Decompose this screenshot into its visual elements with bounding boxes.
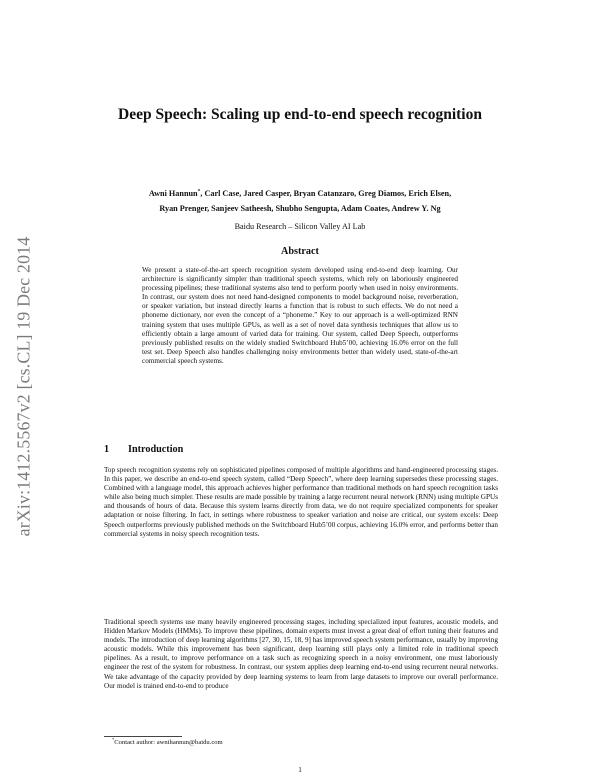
- section-heading: [104, 444, 183, 455]
- arxiv-identifier-stamp: [14, 188, 34, 584]
- author-list-line1: , Carl Case, Jared Casper, Bryan Catanzaro, Greg Diamos, Erich Elsen,: [200, 189, 452, 198]
- abstract-heading: Abstract: [281, 246, 319, 257]
- footnote: [112, 736, 223, 747]
- paper-title: Deep Speech: Scaling up end-to-end speech recognition: [118, 106, 482, 123]
- footnote-divider: [104, 736, 182, 737]
- author-list-line2: Ryan Prenger, Sanjeev Satheesh, Shubho Sengupta, Adam Coates, Andrew Y. Ng: [159, 203, 441, 213]
- footnote-text: Contact author: awnihannun@baidu.com: [114, 739, 223, 746]
- affiliation: Baidu Research – Silicon Valley AI Lab: [234, 222, 366, 231]
- section-title: Introduction: [128, 444, 184, 455]
- author-footnote-marker: *: [197, 188, 201, 195]
- footnote-marker: *: [112, 736, 115, 742]
- arxiv-identifier-text: arXiv:1412.5567v2 [cs.CL] 19 Dec 2014: [13, 236, 34, 536]
- page-number: 1: [298, 766, 302, 774]
- section-number: 1: [104, 444, 110, 455]
- intro-paragraph-2: Traditional speech systems use many heavily engineered processing stages, including specialized input features, acoustic models, and Hidden Markov Models (HMMs). To improve these pipelines, domain experts must invest a great deal of effort tuning their features and models. The introduction of deep learning algorithms [27, 30, 15, 18, 9] has improved speech system performance, usually by improving acoustic models. While this improvement has been significant, deep learning still plays only a limited role in traditional speech pipelines. As a result, to improve performance on a task such as recognizing speech in a noisy environment, one must laboriously engineer the rest of the system for robustness. In contrast, our system applies deep learning end-to-end using recurrent neural networks. We take advantage of the capacity provided by deep learning systems to learn from large datasets to improve our overall performance. Our model is trained end-to-end to produce: [104, 618, 498, 690]
- author-list: [100, 187, 500, 216]
- intro-paragraph-1: Top speech recognition systems rely on sophisticated pipelines composed of multiple algorithms and hand-engineered processing stages. In this paper, we describe an end-to-end speech system, called “Deep Speech”, where deep learning supersedes these processing stages. Combined with a language model, this approach achieves higher performance than traditional methods on hard speech recognition tasks while also being much simpler. These results are made possible by training a large recurrent neural network (RNN) using multiple GPUs and thousands of hours of data. Because this system learns directly from data, we do not require specialized components for speaker adaptation or noise filtering. In fact, in settings where robustness to speaker variation and noise are critical, our system excels: Deep Speech outperforms previously published methods on the Switchboard Hub5’00 corpus, achieving 16.0% error, and performs better than commercial systems in noisy speech recognition tests.: [104, 466, 498, 538]
- first-author: Awni Hannun: [148, 189, 198, 198]
- abstract-text: We present a state-of-the-art speech recognition system developed using end-to-end deep learning. Our architecture is significantly simpler than traditional speech systems, which rely on laboriously engineered processing pipelines; these traditional systems also tend to perform poorly when used in noisy environments. In contrast, our system does not need hand-designed components to model background noise, reverberation, or speaker variation, but instead directly learns a function that is robust to such effects. We do not need a phoneme dictionary, nor even the concept of a “phoneme.” Key to our approach is a well-optimized RNN training system that uses multiple GPUs, as well as a set of novel data synthesis techniques that allow us to efficiently obtain a large amount of varied data for training. Our system, called Deep Speech, outperforms previously published results on the widely studied Switchboard Hub5’00, achieving 16.0% error on the full test set. Deep Speech also handles challenging noisy environments better than widely used, state-of-the-art commercial speech systems.: [142, 266, 458, 365]
